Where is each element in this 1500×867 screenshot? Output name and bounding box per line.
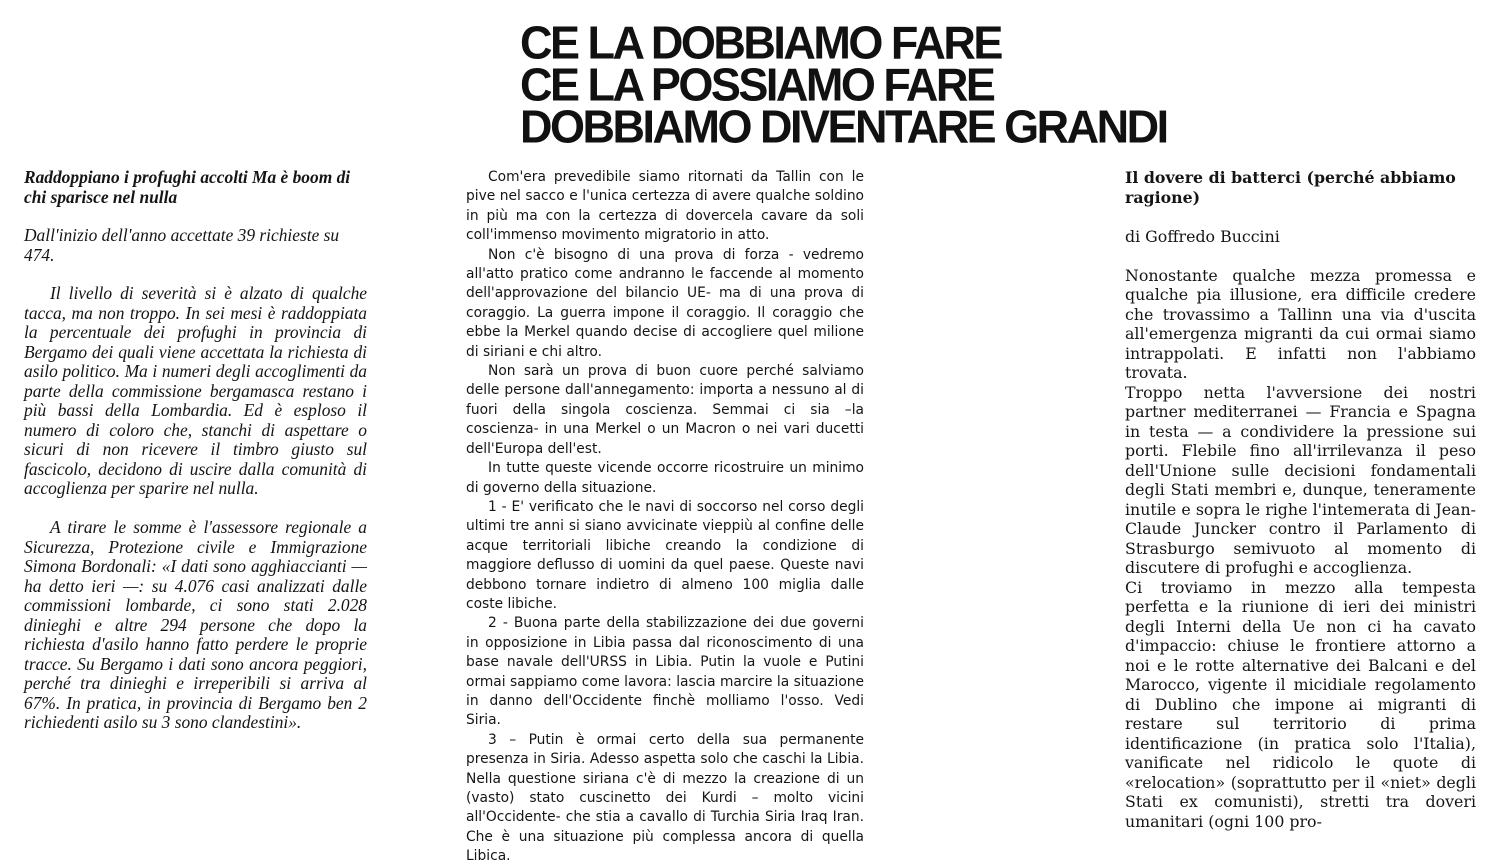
middle-article-paragraph: 2 - Buona parte della stabilizzazione dei due governi in opposizione in Libia passa dal riconoscimento di una base navale dell'URSS in Libia. Putin la vuole e Putini ormai sappiamo come lavora: lascia marcire la situazione in danno dell'Occidente finchè molliamo l'osso. Vedi Siria. bbox=[466, 615, 864, 729]
right-article-paragraph: Ci troviamo in mezzo alla tempesta perfetta e la riunione di ieri dei ministri degli Interni della Ue non ci ha cavato d'impaccio: chiuse le frontiere attorno a noi e le rotte alternative dei Balcani e del Marocco, vigente il micidiale regolamento di Dublino che impone ai migranti di restare sul territorio di prima identificazione (in pratica solo l'Italia), vanificate nel ridicolo le quote di «relocation» (soprattutto per il «niet» degli Stati ex comunisti), stretti tra doveri umanitari (ogni 100 pro- bbox=[1125, 577, 1476, 831]
left-article-paragraph: A tirare le somme è l'assessore regionale a Sicurezza, Protezione civile e Immigrazione Simona Bordonali: «I dati sono agghiaccianti — ha detto ieri —: su 4.076 casi analizzati dalle commissioni lombarde, ci sono stati 2.028 dinieghi e altre 294 persone che dopo la richiesta d'asilo hanno fatto perdere le proprie tracce. Su Bergamo i dati sono ancora peggiori, perché tra dinieghi e irreperibili si arriva al 67%. In pratica, in provincia di Bergamo ben 2 richiedenti asilo su 3 sono clandestini». bbox=[24, 517, 367, 732]
left-article bbox=[24, 168, 367, 801]
middle-article-paragraph: Com'era prevedibile siamo ritornati da Tallin con le pive nel sacco e l'unica certezza di avere qualche soldino in più ma con la certezza di dovercela cavare da soli coll'immenso movimento migratorio in atto. bbox=[466, 169, 864, 244]
right-article-title: Il dovere di batterci (perché abbiamo ragione) bbox=[1125, 168, 1456, 207]
headline bbox=[520, 16, 1220, 153]
middle-article-paragraph: 3 – Putin è ormai certo della sua permanente presenza in Siria. Adesso aspetta solo che caschi la Libia. Nella questione siriana c'è di mezzo la creazione di un (vasto) stato cuscinetto dei Kurdi – molto vicini all'Occidente- che stia a cavallo di Turchia Siria Iraq Iran. Che è una situazione più complessa ancora di quella Libica. bbox=[466, 731, 864, 865]
middle-article bbox=[466, 168, 864, 865]
right-article-paragraph: Nonostante qualche mezza promessa e qualche pia illusione, era difficile credere che trovassimo a Tallinn una via d'uscita all'emergenza migranti da cui ormai siamo intrappolati. E infatti non l'abbiamo trovata. bbox=[1125, 265, 1476, 382]
left-article-paragraph: Il livello di severità si è alzato di qualche tacca, ma non troppo. In sei mesi è raddoppiata la percentuale dei profughi in provincia di Bergamo dei quali viene accettata la richiesta di asilo politico. Ma i numeri degli accoglimenti da parte della commissione bergamasca restano i più bassi della Lombardia. Ed è esploso il numero di coloro che, stanchi di aspettare o sicuri di non ricevere il timbro giusto sul fascicolo, decidono di uscire dalla comunità di accoglienza per sparire nel nulla. bbox=[24, 283, 367, 498]
left-article-subtitle: Dall'inizio dell'anno accettate 39 richieste su 474. bbox=[24, 225, 340, 265]
left-article-title: Raddoppiano i profughi accolti Ma è boom di chi sparisce nel nulla bbox=[24, 167, 351, 207]
middle-article-paragraph: Non c'è bisogno di una prova di forza - vedremo all'atto pratico come andranno le faccende al momento dell'approvazione del bilancio UE- ma di una prova di coraggio. La guerra impone il coraggio. Il coraggio che ebbe la Merkel quando decise di accogliere quel milione di siriani e chi altro. bbox=[466, 246, 864, 360]
middle-article-paragraph: In tutte queste vicende occorre ricostruire un minimo di governo della situazione. bbox=[466, 460, 864, 496]
headline-line-3: DOBBIAMO DIVENTARE GRANDI bbox=[520, 100, 1167, 153]
middle-article-paragraph: 1 - E' verificato che le navi di soccorso nel corso degli ultimi tre anni si siano avvicinate vieppiù al confine delle acque territoriali libiche creando la condizione di maggiore deflusso di uomini da quel paese. Queste navi debbono tornare indietro di almeno 100 miglia dalle coste libiche. bbox=[466, 498, 864, 612]
middle-article-paragraph: Non sarà un prova di buon cuore perché salviamo delle persone dall'annegamento: importa a nessuno al di fuori della singola coscienza. Semmai ci sia –la coscienza- in una Merkel o un Macron o nei vari ducetti dell'Europa dell'est. bbox=[466, 363, 864, 457]
right-article-author: di Goffredo Buccini bbox=[1125, 226, 1280, 246]
headline-line-2: CE LA POSSIAMO FARE bbox=[520, 58, 994, 111]
headline-line-1: CE LA DOBBIAMO FARE bbox=[520, 16, 1001, 69]
right-article bbox=[1125, 168, 1476, 831]
right-article-paragraph: Troppo netta l'avversione dei nostri partner mediterranei — Francia e Spagna in testa — a condividere la pressione sui porti. Flebile fino all'irrilevanza il peso dell'Unione sulle decisioni fondamentali degli Stati membri e, dunque, teneramente inutile e sopra le righe l'intemerata di Jean-Claude Juncker contro il Parlamento di Strasburgo semivuoto al momento di discutere di profughi e accoglienza. bbox=[1125, 382, 1476, 577]
